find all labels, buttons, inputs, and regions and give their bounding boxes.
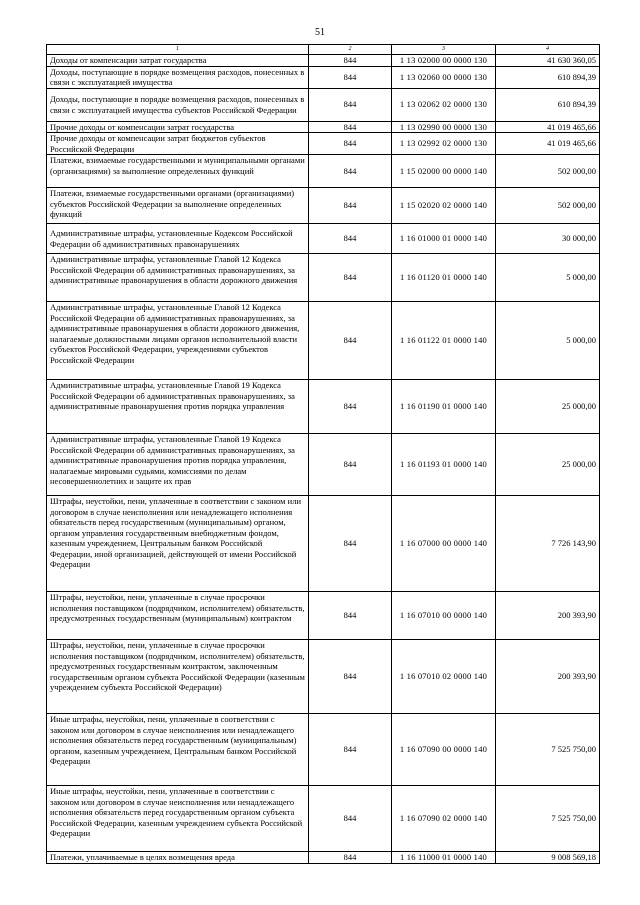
table-row: [47, 852, 600, 864]
table-row: [47, 714, 600, 786]
table-row: [47, 188, 600, 224]
amount: 41 019 465,66: [496, 121, 600, 133]
table-row: [47, 380, 600, 434]
budget-classification-code: 1 16 01122 01 0000 140: [392, 302, 496, 380]
revenue-name: Доходы, поступающие в порядке возмещения расходов, понесенных в связи с эксплуатацией имущества: [47, 66, 309, 88]
revenue-name: Административные штрафы, установленные Главой 19 Кодекса Российской Федерации об административных правонарушениях, за административные правонарушения против порядка управления: [47, 380, 309, 434]
budget-classification-code: 1 15 02000 00 0000 140: [392, 155, 496, 188]
administrator-code: 844: [309, 496, 392, 592]
table-row: [47, 592, 600, 640]
budget-classification-code: 1 16 07010 00 0000 140: [392, 592, 496, 640]
table-row: [47, 88, 600, 121]
amount: 200 393,90: [496, 640, 600, 714]
budget-classification-code: 1 16 01000 01 0000 140: [392, 224, 496, 254]
revenue-name: Административные штрафы, установленные Кодексом Российской Федерации об административных правонарушениях: [47, 224, 309, 254]
revenue-name: Прочие доходы от компенсации затрат государства: [47, 121, 309, 133]
column-number: 1: [47, 45, 309, 55]
administrator-code: 844: [309, 121, 392, 133]
table-row: [47, 786, 600, 852]
table-row: [47, 434, 600, 496]
administrator-code: 844: [309, 786, 392, 852]
amount: 5 000,00: [496, 254, 600, 302]
page-number: 51: [315, 27, 325, 38]
budget-classification-code: 1 13 02992 02 0000 130: [392, 133, 496, 155]
administrator-code: 844: [309, 155, 392, 188]
table-row: [47, 254, 600, 302]
administrator-code: 844: [309, 88, 392, 121]
table-row: [47, 640, 600, 714]
amount: 7 525 750,00: [496, 786, 600, 852]
revenue-name: Штрафы, неустойки, пени, уплаченные в соответствии с законом или договором в случае неисполнения или ненадлежащего исполнения обязательств перед государственным (муниципальным) органом, органом управления государственным внебюджетным фондом, казенным учреждением, Центральным банком Российской Федерации, иной организацией, действующей от имени Российской Федерации: [47, 496, 309, 592]
amount: 25 000,00: [496, 380, 600, 434]
budget-classification-code: 1 15 02020 02 0000 140: [392, 188, 496, 224]
revenue-name: Доходы, поступающие в порядке возмещения расходов, понесенных в связи с эксплуатацией имущества субъектов Российской Федерации: [47, 88, 309, 121]
table-row: [47, 155, 600, 188]
column-number: 2: [309, 45, 392, 55]
revenue-name: Платежи, уплачиваемые в целях возмещения вреда: [47, 852, 309, 864]
budget-classification-code: 1 16 01120 01 0000 140: [392, 254, 496, 302]
table-row: [47, 121, 600, 133]
budget-classification-code: 1 13 02062 02 0000 130: [392, 88, 496, 121]
table-row: [47, 55, 600, 67]
revenue-name: Административные штрафы, установленные Главой 12 Кодекса Российской Федерации об административных правонарушениях, за административные правонарушения в области дорожного движения, налагаемые должностными лицами органов исполнительной власти субъектов Российской Федерации, учреждениями субъектов Российской Федерации: [47, 302, 309, 380]
revenue-name: Административные штрафы, установленные Главой 19 Кодекса Российской Федерации об административных правонарушениях, за административные правонарушения против порядка управления, налагаемые мировыми судьями, комиссиями по делам несовершеннолетних и защите их прав: [47, 434, 309, 496]
administrator-code: 844: [309, 188, 392, 224]
administrator-code: 844: [309, 224, 392, 254]
revenue-name: Доходы от компенсации затрат государства: [47, 55, 309, 67]
budget-classification-code: 1 13 02990 00 0000 130: [392, 121, 496, 133]
administrator-code: 844: [309, 434, 392, 496]
amount: 502 000,00: [496, 155, 600, 188]
amount: 7 525 750,00: [496, 714, 600, 786]
amount: 41 630 360,05: [496, 55, 600, 67]
administrator-code: 844: [309, 55, 392, 67]
amount: 30 000,00: [496, 224, 600, 254]
revenue-name: Иные штрафы, неустойки, пени, уплаченные в соответствии с законом или договором в случае неисполнения или ненадлежащего исполнения обязательств перед государственным (муниципальным) органом, казенным учреждением, Центральным банком Российской Федерации: [47, 714, 309, 786]
budget-classification-code: 1 16 11000 01 0000 140: [392, 852, 496, 864]
revenue-name: Иные штрафы, неустойки, пени, уплаченные в соответствии с законом или договором в случае неисполнения или ненадлежащего исполнения обязательств перед государственным органом субъекта Российской Федерации, казенным учреждением субъекта Российской Федерации: [47, 786, 309, 852]
budget-classification-code: 1 16 07090 00 0000 140: [392, 714, 496, 786]
amount: 502 000,00: [496, 188, 600, 224]
budget-classification-code: 1 13 02000 00 0000 130: [392, 55, 496, 67]
table-row: [47, 66, 600, 88]
amount: 5 000,00: [496, 302, 600, 380]
administrator-code: 844: [309, 66, 392, 88]
budget-classification-code: 1 16 01190 01 0000 140: [392, 380, 496, 434]
administrator-code: 844: [309, 380, 392, 434]
administrator-code: 844: [309, 302, 392, 380]
administrator-code: 844: [309, 852, 392, 864]
column-number-row: [47, 45, 600, 55]
revenue-table: [46, 44, 600, 864]
administrator-code: 844: [309, 133, 392, 155]
table-row: [47, 224, 600, 254]
budget-classification-code: 1 16 07010 02 0000 140: [392, 640, 496, 714]
administrator-code: 844: [309, 714, 392, 786]
revenue-name: Платежи, взимаемые государственными и муниципальными органами (организациями) за выполнение определенных функций: [47, 155, 309, 188]
administrator-code: 844: [309, 254, 392, 302]
amount: 41 019 465,66: [496, 133, 600, 155]
revenue-name: Платежи, взимаемые государственными органами (организациями) субъектов Российской Федерации за выполнение определенных функций: [47, 188, 309, 224]
revenue-name: Прочие доходы от компенсации затрат бюджетов субъектов Российской Федерации: [47, 133, 309, 155]
budget-classification-code: 1 16 07090 02 0000 140: [392, 786, 496, 852]
column-number: 3: [392, 45, 496, 55]
table-row: [47, 496, 600, 592]
amount: 200 393,90: [496, 592, 600, 640]
amount: 7 726 143,90: [496, 496, 600, 592]
table-row: [47, 302, 600, 380]
revenue-name: Штрафы, неустойки, пени, уплаченные в случае просрочки исполнения поставщиком (подрядчиком, исполнителем) обязательств, предусмотренных государственным (муниципальным) контрактом: [47, 592, 309, 640]
column-number: 4: [496, 45, 600, 55]
administrator-code: 844: [309, 640, 392, 714]
budget-classification-code: 1 13 02060 00 0000 130: [392, 66, 496, 88]
amount: 610 894,39: [496, 66, 600, 88]
budget-classification-code: 1 16 07000 00 0000 140: [392, 496, 496, 592]
revenue-name: Штрафы, неустойки, пени, уплаченные в случае просрочки исполнения поставщиком (подрядчиком, исполнителем) обязательств, предусмотренных государственным контрактом, заключенным государственным органом субъекта Российской Федерации (казенным учреждением субъекта Российской Федерации): [47, 640, 309, 714]
revenue-name: Административные штрафы, установленные Главой 12 Кодекса Российской Федерации об административных правонарушениях, за административные правонарушения в области дорожного движения: [47, 254, 309, 302]
amount: 25 000,00: [496, 434, 600, 496]
amount: 610 894,39: [496, 88, 600, 121]
table-row: [47, 133, 600, 155]
amount: 9 008 569,18: [496, 852, 600, 864]
administrator-code: 844: [309, 592, 392, 640]
budget-classification-code: 1 16 01193 01 0000 140: [392, 434, 496, 496]
